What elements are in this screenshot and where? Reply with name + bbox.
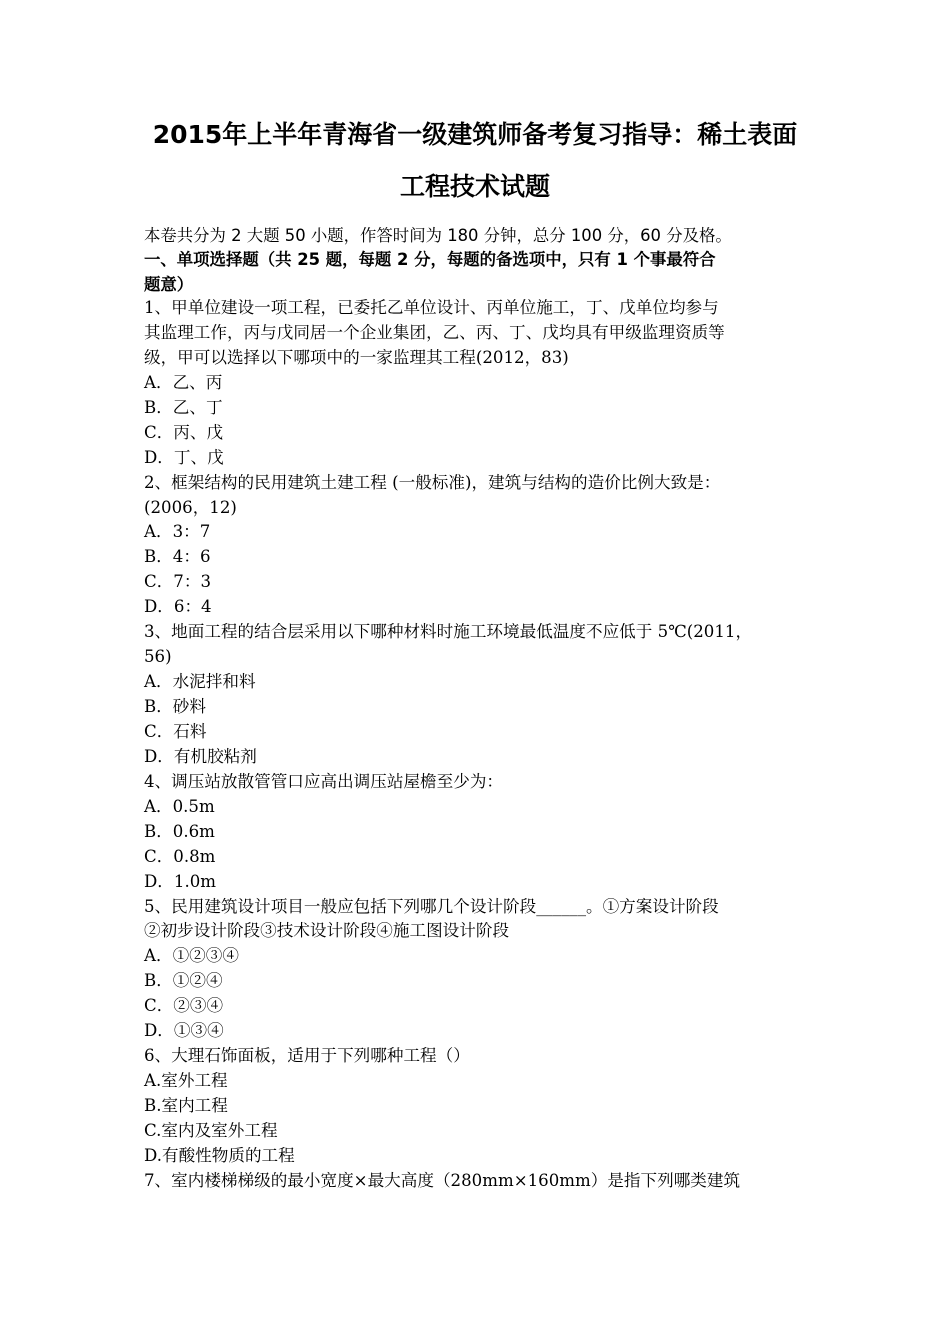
option-line: C.室内及室外工程 — [144, 1120, 278, 1140]
text-line: 其监理工作，丙与戊同居一个企业集团，乙、丙、丁、戊均具有甲级监理资质等 — [144, 322, 725, 342]
text-line: 56) — [144, 647, 172, 667]
option-line: B．①②④ — [144, 971, 223, 991]
option-line: C．7：3 — [144, 572, 211, 592]
text-line: 5、民用建筑设计项目一般应包括下列哪几个设计阶段______。①方案设计阶段 — [144, 896, 719, 916]
option-line: A．0.5m — [144, 796, 215, 816]
option-line: D．丁、戊 — [144, 447, 224, 467]
option-line: A.室外工程 — [144, 1071, 228, 1091]
text-line: 级，甲可以选择以下哪项中的一家监理其工程(2012，83) — [144, 347, 569, 367]
option-line: D.有酸性物质的工程 — [144, 1145, 295, 1165]
option-line: B．0.6m — [144, 821, 215, 841]
option-line: C．0.8m — [144, 846, 216, 866]
text-line: (2006，12) — [144, 497, 237, 517]
option-line: D．6：4 — [144, 597, 212, 617]
option-line: C．丙、戊 — [144, 422, 224, 442]
document-title-line-1: 2015年上半年青海省一级建筑师备考复习指导：稀土表面 — [152, 120, 798, 149]
section-heading — [144, 248, 812, 297]
question-body — [144, 296, 816, 1194]
text-line: 7、室内楼梯梯级的最小宽度×最大高度（280mm×160mm）是指下列哪类建筑 — [144, 1170, 741, 1190]
section-heading-line-1: 一、单项选择题（共 25 题，每题 2 分，每题的备选项中，只有 1 个事最符合 — [144, 250, 716, 269]
option-line: B．砂料 — [144, 697, 206, 716]
option-line: A．3：7 — [144, 522, 211, 542]
option-line: A．乙、丙 — [144, 372, 223, 392]
option-line: D．①③④ — [144, 1021, 224, 1041]
option-line: D．1.0m — [144, 871, 217, 891]
option-line: A．水泥拌和料 — [144, 672, 256, 692]
exam-intro: 本卷共分为 2 大题 50 小题，作答时间为 180 分钟，总分 100 分，60 分及格。 — [144, 226, 732, 245]
option-line: C．②③④ — [144, 996, 224, 1016]
option-line: B．4：6 — [144, 547, 211, 567]
option-line: C．石料 — [144, 721, 207, 741]
text-line: 2、框架结构的民用建筑土建工程 (一般标准)，建筑与结构的造价比例大致是： — [144, 472, 721, 492]
option-line: A．①②③④ — [144, 946, 239, 966]
text-line: 1、甲单位建设一项工程，已委托乙单位设计、丙单位施工，丁、戊单位均参与 — [144, 298, 719, 317]
document-title-line-2: 工程技术试题 — [399, 172, 550, 201]
text-line: 4、调压站放散管管口应高出调压站屋檐至少为： — [144, 771, 504, 791]
text-line: 3、地面工程的结合层采用以下哪种材料时施工环境最低温度不应低于 5℃(2011， — [144, 622, 753, 642]
option-line: D．有机胶粘剂 — [144, 746, 257, 766]
section-heading-line-2: 题意） — [144, 274, 194, 294]
option-line: B.室内工程 — [144, 1096, 228, 1115]
text-line: 6、大理石饰面板，适用于下列哪种工程（） — [144, 1046, 470, 1066]
option-line: B．乙、丁 — [144, 397, 223, 417]
text-line: ②初步设计阶段③技术设计阶段④施工图设计阶段 — [144, 921, 510, 941]
